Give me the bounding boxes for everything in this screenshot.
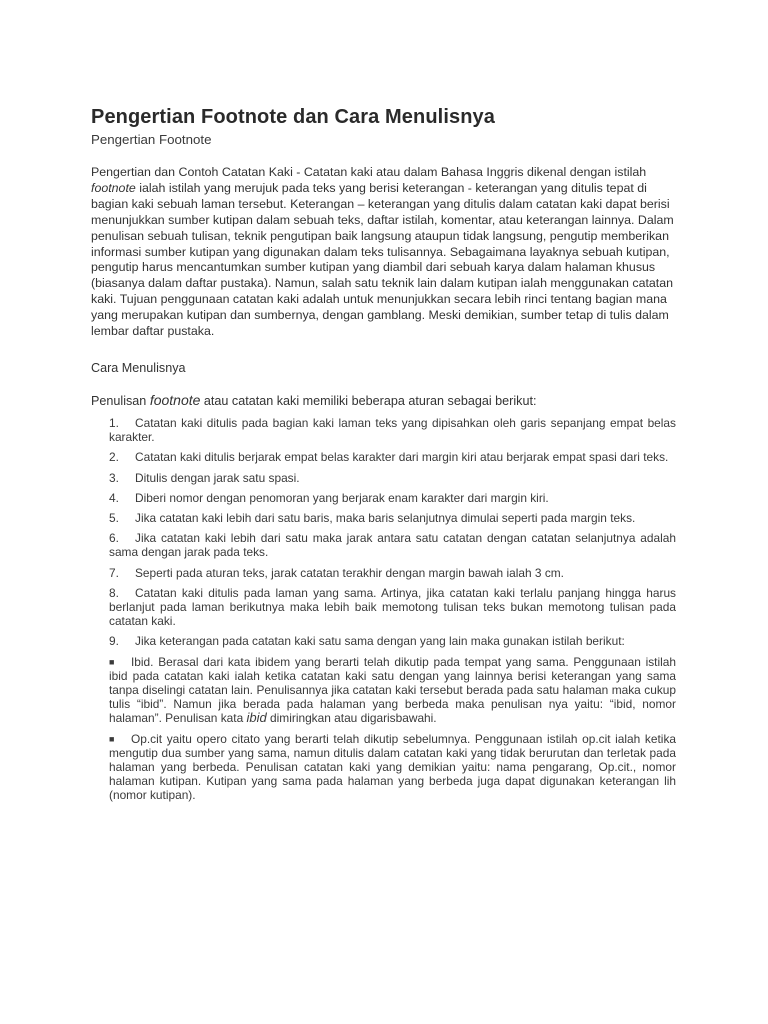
list-item-number: 4. (109, 490, 119, 505)
list-item-text: Ditulis dengan jarak satu spasi. (135, 470, 300, 485)
list-item (109, 586, 676, 629)
page-subtitle: Pengertian Footnote (91, 132, 212, 147)
list-item (109, 450, 676, 464)
list-item-number: 1. (109, 416, 119, 430)
list-item (109, 491, 676, 505)
list-item-text: Jika catatan kaki lebih dari satu baris, maka baris selanjutnya dimulai seperti pada margin teks. (135, 511, 636, 526)
page-title: Pengertian Footnote dan Cara Menulisnya (91, 106, 495, 128)
list-item-number: 2. (109, 450, 119, 465)
footnote-term: footnote (91, 180, 136, 195)
bullet-text: Op.cit yaitu opero citato yang berarti telah dikutip sebelumnya. Penggunaan istilah op.cit ialah ketika mengutip dua sumber yang sama, namun ditulis dalam catatan kaki yang tidak berurutan dan terletak pada halaman yang berbeda. Penulisan catatan kaki yang demikian yaitu: nama pengarang, Op.cit., nomor halaman kutipan. Kutipan yang sama pada halaman yang berbeda juga dapat digunakan keterangan lih (nomor kutipan). (109, 731, 676, 803)
section-heading: Cara Menulisnya (91, 360, 186, 375)
square-bullet-icon: ■ (109, 656, 115, 667)
definition-text-end: ialah istilah yang merujuk pada teks yang berisi keterangan - keterangan yang ditulis tepat di bagian kaki sebuah laman tersebut. Keterangan – keterangan yang ditulis dalam catatan kaki dapat berisi menunjukkan sumber kutipan dalam sebuah teks, daftar istilah, komentar, atau keterangan lainnya. Dalam penulisan sebuah tulisan, teknik pengutipan baik langsung ataupun tidak langsung, pengutip memberikan informasi sumber kutipan yang digunakan dalam teks tulisannya. Sebagaimana layaknya sebuah kutipan, pengutip harus mencantumkan sumber kutipan yang diambil dari sebuah karya dalam halaman khusus (biasanya dalam daftar pustaka). Namun, salah satu teknik lain dalam kutipan ialah menggunakan catatan kaki. Tujuan penggunaan catatan kaki adalah untuk menunjukkan secara lebih rinci tentang bagian mana yang merupakan kutipan dan sumbernya, dengan gamblang. Meski demikian, sumber tetap di tulis dalam lembar daftar pustaka. (91, 180, 674, 339)
list-item-text: Seperti pada aturan teks, jarak catatan terakhir dengan margin bawah ialah 3 cm. (135, 565, 564, 580)
rules-intro-start: Penulisan (91, 393, 150, 408)
list-item-text: Catatan kaki ditulis pada bagian kaki laman teks yang dipisahkan oleh garis sepanjang empat belas karakter. (109, 416, 676, 445)
bullet-item-ibid (109, 655, 676, 726)
definition-text-start: Pengertian dan Contoh Catatan Kaki - Catatan kaki atau dalam Bahasa Inggris dikenal dengan istilah (91, 165, 647, 179)
list-item-number: 7. (109, 565, 119, 580)
list-item-number: 3. (109, 470, 119, 485)
list-item-text: Jika keterangan pada catatan kaki satu sama dengan yang lain maka gunakan istilah berikut: (135, 634, 625, 649)
bullet-item-opcit (109, 732, 676, 803)
list-item-number: 5. (109, 511, 119, 526)
ibid-term: ibid (246, 710, 267, 726)
definition-paragraph (91, 165, 675, 340)
list-item (109, 566, 676, 580)
bullet-text-start: Ibid. Berasal dari kata ibidem yang berarti telah dikutip pada tempat yang sama. Penggunaan istilah ibid pada catatan kaki ialah ketika catatan kaki satu dengan yang lainnya berisi keterangan yang sama tanpa diselingi catatan lain. Penulisannya jika catatan kaki tersebut berada pada satu halaman maka cukup tulis “ibid”. Namun jika berada pada halaman yang berbeda maka penulisan nya yaitu: “ibid, nomor halaman”. Penulisan kata (109, 654, 676, 726)
list-item-text: Catatan kaki ditulis berjarak empat belas karakter dari margin kiri atau berjarak empat spasi dari teks. (135, 450, 669, 465)
bullet-text-end: dimiringkan atau digarisbawahi. (266, 711, 437, 726)
list-item (109, 531, 676, 559)
rules-intro-end: atau catatan kaki memiliki beberapa aturan sebagai berikut: (200, 393, 537, 408)
list-item-number: 8. (109, 585, 119, 600)
rules-intro-term: footnote (149, 391, 201, 408)
list-item (109, 471, 676, 485)
list-item-text: Jika catatan kaki lebih dari satu maka jarak antara satu catatan dengan catatan selanjutnya adalah sama dengan jarak pada teks. (109, 531, 676, 560)
list-item-text: Catatan kaki ditulis pada laman yang sama. Artinya, jika catatan kaki terlalu panjang hingga harus berlanjut pada laman berikutnya maka lebih baik memotong tulisan teks bukan memotong tulisan pada catatan kaki. (109, 585, 676, 629)
list-item-text: Diberi nomor dengan penomoran yang berjarak enam karakter dari margin kiri. (135, 490, 549, 505)
list-item-number: 9. (109, 634, 119, 649)
square-bullet-icon: ■ (109, 733, 115, 744)
list-item (109, 634, 676, 648)
list-item (109, 511, 676, 525)
rules-list (109, 416, 676, 809)
document-body (91, 105, 681, 409)
list-item (109, 416, 676, 444)
list-item-number: 6. (109, 531, 119, 546)
rules-intro (91, 392, 681, 409)
